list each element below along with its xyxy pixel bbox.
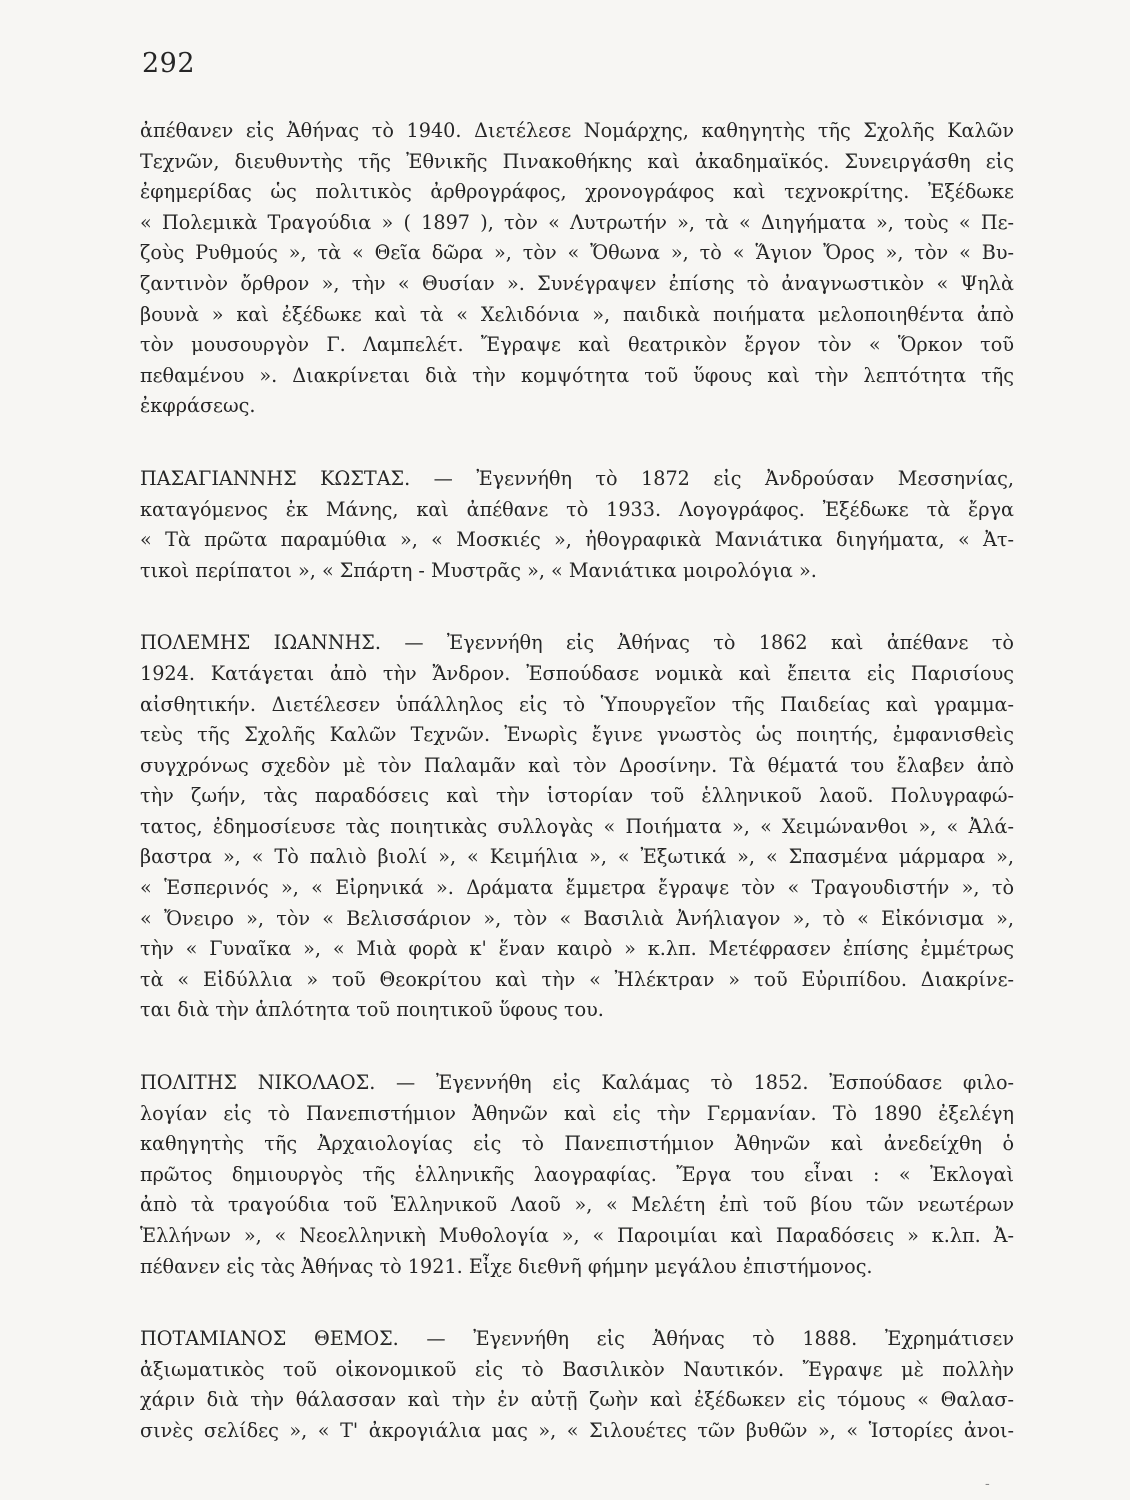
- text-line: πεθαμένου ». Διακρίνεται διὰ τὴν κομψότητα τοῦ ὕφους καὶ τὴν λεπτότητα τῆς: [140, 363, 1014, 387]
- entry-heading-line: ΠΑΣΑΓΙΑΝΝΗΣ ΚΩΣΤΑΣ. — Ἐγεννήθη τὸ 1872 εἰς Ἀνδρούσαν Μεσσηνίας,: [140, 466, 1014, 490]
- text-line: τικοὶ περίπατοι », « Σπάρτη - Μυστρᾶς », « Μανιάτικα μοιρολόγια ».: [140, 558, 817, 582]
- text-line: τὸν μουσουργὸν Γ. Λαμπελέτ. Ἔγραψε καὶ θεατρικὸν ἔργον τὸν « Ὅρκον τοῦ: [140, 333, 1014, 357]
- text-line: ἀπὸ τὰ τραγούδια τοῦ Ἑλληνικοῦ Λαοῦ », « Μελέτη ἐπὶ τοῦ βίου τῶν νεωτέρων: [140, 1193, 1014, 1217]
- entry-potamianos: [140, 1324, 1014, 1446]
- page-number: 292: [142, 48, 196, 79]
- text-line: βαστρα », « Τὸ παλιὸ βιολί », « Κειμήλια », « Ἐξωτικά », « Σπασμένα μάρμαρα »,: [140, 845, 1014, 869]
- text-line: πρῶτος δημιουργὸς τῆς ἑλληνικῆς λαογραφίας. Ἔργα του εἶναι : « Ἐκλογαὶ: [140, 1162, 1014, 1186]
- text-line: τεὺς τῆς Σχολῆς Καλῶν Τεχνῶν. Ἐνωρὶς ἔγινε γνωστὸς ὡς ποιητής, ἐμφανισθεὶς: [140, 723, 1014, 747]
- text-line: τατος, ἐδημοσίευσε τὰς ποιητικὰς συλλογὰς « Ποιήματα », « Χειμώνανθοι », « Ἀλά-: [140, 814, 1014, 838]
- text-line: βουνὰ » καὶ ἐξέδωκε καὶ τὰ « Χελιδόνια », παιδικὰ ποιήματα μελοποιηθέντα ἀπὸ: [140, 302, 1014, 326]
- paragraph-gap: [140, 1026, 1014, 1068]
- entry-heading-line: ΠΟΤΑΜΙΑΝΟΣ ΘΕΜΟΣ. — Ἐγεννήθη εἰς Ἀθήνας τὸ 1888. Ἐχρημάτισεν: [140, 1327, 1014, 1351]
- text-line: ἀξιωματικὸς τοῦ οἰκονομικοῦ εἰς τὸ Βασιλικὸν Ναυτικόν. Ἔγραψε μὲ πολλὴν: [140, 1357, 1014, 1381]
- entry-politis: [140, 1068, 1014, 1282]
- text-line: « Τὰ πρῶτα παραμύθια », « Μοσκιές », ἠθογραφικὰ Μανιάτικα διηγήματα, « Ἀτ-: [140, 528, 1014, 552]
- text-line: 1924. Κατάγεται ἀπὸ τὴν Ἄνδρον. Ἐσπούδασε νομικὰ καὶ ἔπειτα εἰς Παρισίους: [140, 661, 1014, 685]
- text-line: αἰσθητικήν. Διετέλεσεν ὑπάλληλος εἰς τὸ Ὑπουργεῖον τῆς Παιδείας καὶ γραμμα-: [140, 692, 1014, 716]
- text-line: ἐφημερίδας ὡς πολιτικὸς ἀρθρογράφος, χρονογράφος καὶ τεχνοκρίτης. Ἐξέδωκε: [140, 180, 1014, 204]
- text-line: ζοὺς Ρυθμούς », τὰ « Θεῖα δῶρα », τὸν « Ὄθωνα », τὸ « Ἅγιον Ὄρος », τὸν « Βυ-: [140, 241, 1014, 265]
- footer-mark: -: [985, 1476, 990, 1492]
- text-line: ἀπέθανεν εἰς Ἀθήνας τὸ 1940. Διετέλεσε Νομάρχης, καθηγητὴς τῆς Σχολῆς Καλῶν: [140, 119, 1014, 142]
- text-line: Τεχνῶν, διευθυντὴς τῆς Ἐθνικῆς Πινακοθήκης καὶ ἀκαδημαϊκός. Συνειργάσθη εἰς: [140, 149, 1014, 173]
- text-line: καθηγητὴς τῆς Ἀρχαιολογίας εἰς τὸ Πανεπιστήμιον Ἀθηνῶν καὶ ἀνεδείχθη ὁ: [140, 1132, 1014, 1156]
- text-line: καταγόμενος ἐκ Μάνης, καὶ ἀπέθανε τὸ 1933. Λογογράφος. Ἐξέδωκε τὰ ἔργα: [140, 497, 1014, 521]
- entry-heading-line: ΠΟΛΕΜΗΣ ΙΩΑΝΝΗΣ. — Ἐγεννήθη εἰς Ἀθήνας τὸ 1862 καὶ ἀπέθανε τὸ: [140, 631, 1014, 655]
- entry-polemis: [140, 628, 1014, 1026]
- text-line: τὰ « Εἰδύλλια » τοῦ Θεοκρίτου καὶ τὴν « Ἠλέκτραν » τοῦ Εὐριπίδου. Διακρίνε-: [140, 967, 1014, 991]
- text-line: τὴν ζωήν, τὰς παραδόσεις καὶ τὴν ἱστορίαν τοῦ ἑλληνικοῦ λαοῦ. Πολυγραφώ-: [140, 784, 1014, 808]
- entry-pasagiannis: [140, 464, 1014, 586]
- text-line: χάριν διὰ τὴν θάλασσαν καὶ τὴν ἐν αὐτῇ ζωὴν καὶ ἐξέδωκεν εἰς τόμους « Θαλασ-: [140, 1388, 1014, 1412]
- text-line: συγχρόνως σχεδὸν μὲ τὸν Παλαμᾶν καὶ τὸν Δροσίνην. Τὰ θέματά του ἔλαβεν ἀπὸ: [140, 753, 1014, 777]
- text-line: σινὲς σελίδες », « Τ' ἀκρογιάλια μας », « Σιλουέτες τῶν βυθῶν », « Ἱστορίες ἀνοι-: [140, 1418, 1014, 1442]
- text-line: λογίαν εἰς τὸ Πανεπιστήμιον Ἀθηνῶν καὶ εἰς τὴν Γερμανίαν. Τὸ 1890 ἐξελέγη: [140, 1101, 1014, 1125]
- body-text: [140, 116, 1014, 1447]
- text-line: ται διὰ τὴν ἁπλότητα τοῦ ποιητικοῦ ὕφους του.: [140, 998, 604, 1022]
- text-line: Ἑλλήνων », « Νεοελληνικὴ Μυθολογία », « Παροιμίαι καὶ Παραδόσεις » κ.λπ. Ἀ-: [140, 1224, 1014, 1247]
- text-line: ζαντινὸν ὄρθρον », τὴν « Θυσίαν ». Συνέγραψεν ἐπίσης τὸ ἀναγνωστικὸν « Ψηλὰ: [140, 271, 1014, 295]
- text-line: τὴν « Γυναῖκα », « Μιὰ φορὰ κ' ἕναν καιρὸ » κ.λπ. Μετέφρασεν ἐπίσης ἐμμέτρως: [140, 937, 1014, 961]
- text-line: « Ἑσπερινός », « Εἰρηνικά ». Δράματα ἔμμετρα ἔγραψε τὸν « Τραγουδιστήν », τὸ: [140, 876, 1014, 900]
- paragraph-intro: [140, 116, 1014, 422]
- text-line: « Ὄνειρο », τὸν « Βελισσάριον », τὸν « Βασιλιὰ Ἀνήλιαγον », τὸ « Εἰκόνισμα »,: [140, 906, 1014, 930]
- text-line: « Πολεμικὰ Τραγούδια » ( 1897 ), τὸν « Λυτρωτήν », τὰ « Διηγήματα », τοὺς « Πε-: [140, 210, 1014, 234]
- text-line: πέθανεν εἰς τὰς Ἀθήνας τὸ 1921. Εἶχε διεθνῆ φήμην μεγάλου ἐπιστήμονος.: [140, 1254, 873, 1278]
- paragraph-gap: [140, 422, 1014, 464]
- paragraph-gap: [140, 586, 1014, 628]
- paragraph-gap: [140, 1282, 1014, 1324]
- text-line: ἐκφράσεως.: [140, 394, 256, 418]
- entry-heading-line: ΠΟΛΙΤΗΣ ΝΙΚΟΛΑΟΣ. — Ἐγεννήθη εἰς Καλάμας τὸ 1852. Ἐσπούδασε φιλο-: [140, 1071, 1014, 1095]
